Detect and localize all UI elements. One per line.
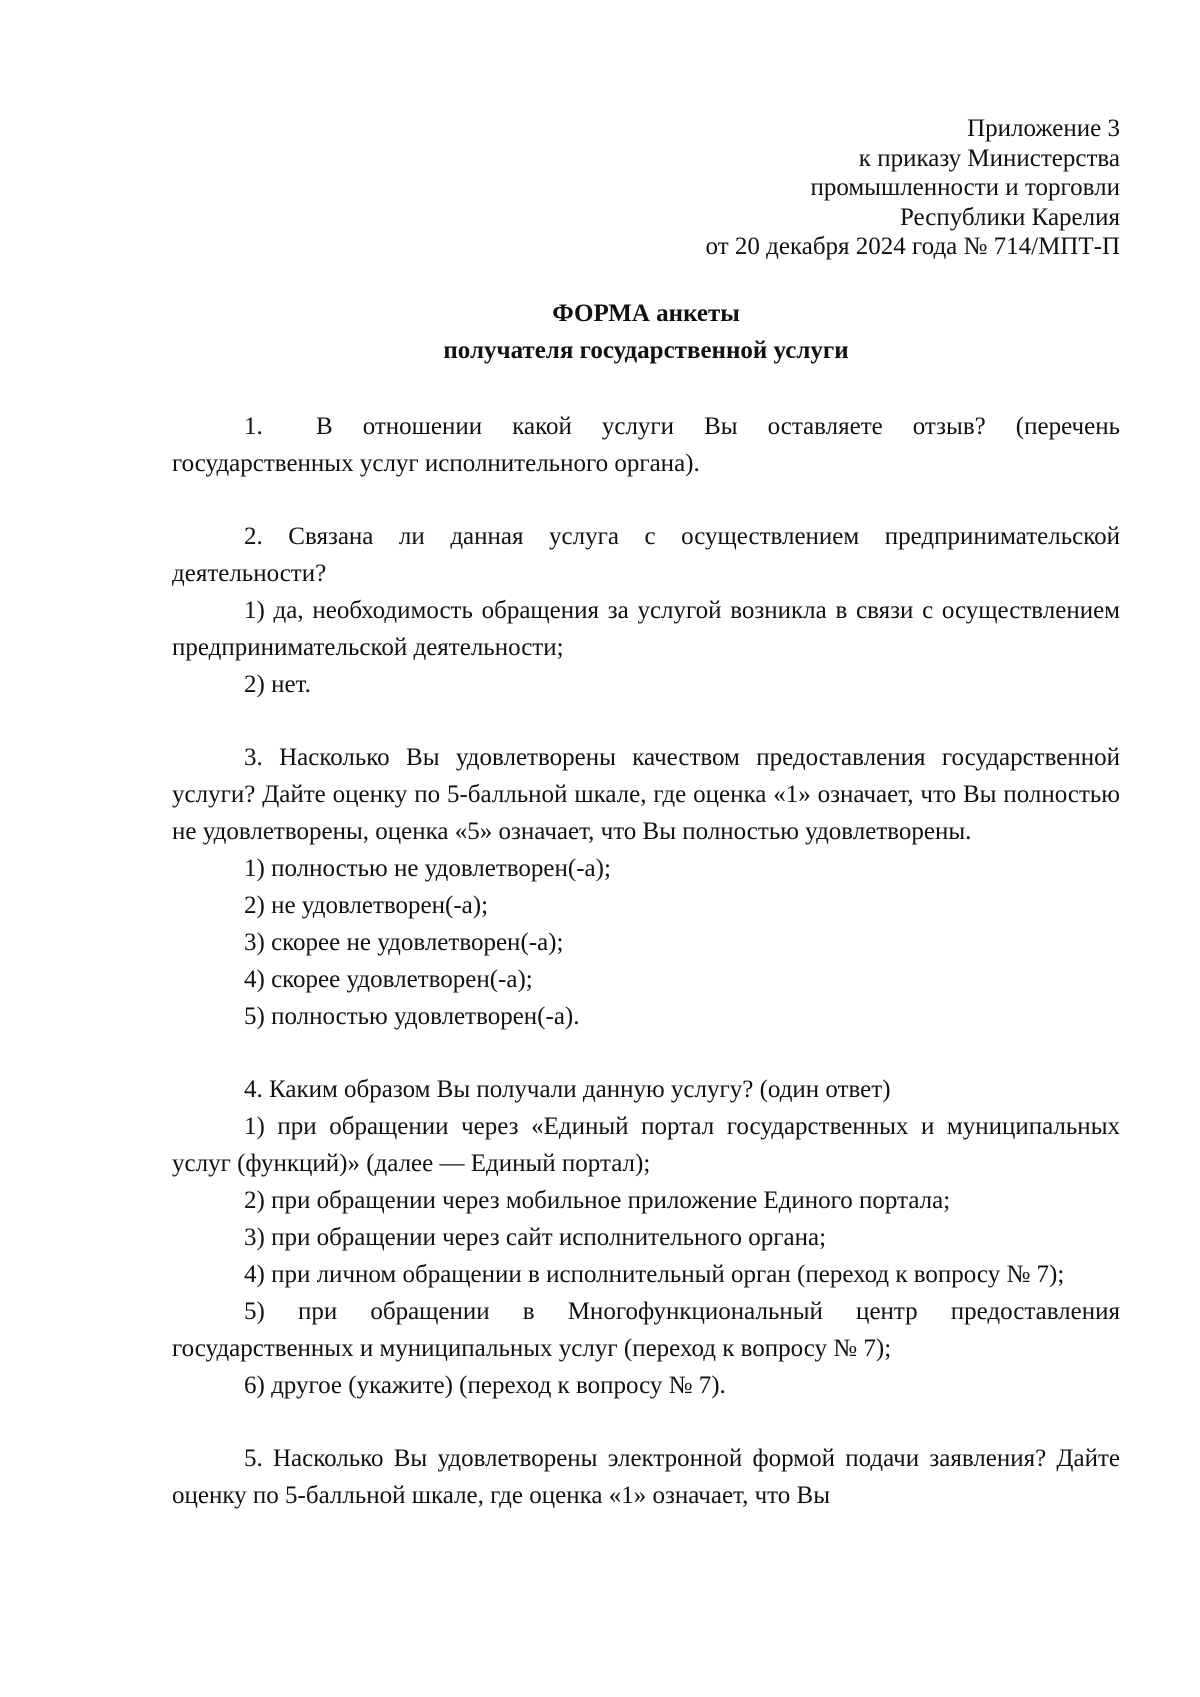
question-3-option: 3) скорее не удовлетворен(-а); (244, 928, 564, 956)
question-3-option: 1) полностью не удовлетворен(-а); (244, 854, 611, 882)
question-5: 5. Насколько Вы удовлетворены электронной формой подачи заявления? Дайте оценку по 5-балльной шкале, где оценка «1» означает, что Вы (172, 1444, 1120, 1509)
appendix-line: к приказу Министерства (858, 144, 1120, 172)
appendix-line: Приложение 3 (967, 115, 1120, 142)
question-2: 2. Связана ли данная услуга с осуществлением предпринимательской деятельности? (172, 522, 1120, 587)
title-line-2: получателя государственной услуги (443, 336, 849, 364)
appendix-line: промышленности и торговли (810, 174, 1120, 201)
question-4-option: 5) при обращении в Многофункциональный центр предоставления государственных и муниципальных услуг (переход к вопросу № 7); (172, 1297, 1120, 1362)
question-2-option: 2) нет. (244, 670, 311, 698)
question-1 (172, 408, 1120, 482)
appendix-line: Республики Карелия (899, 203, 1120, 231)
question-1-number: 1. (244, 412, 263, 440)
appendix-header (172, 114, 1120, 262)
question-1-text: В отношении какой услуги Вы оставляете отзыв? (перечень государственных услуг исполнительного органа). (172, 412, 1120, 477)
question-3-option: 2) не удовлетворен(-а); (244, 891, 489, 919)
question-2-option: 1) да, необходимость обращения за услугой возникла в связи с осуществлением предпринимательской деятельности; (172, 596, 1120, 661)
question-3: 3. Насколько Вы удовлетворены качеством предоставления государственной услуги? Дайте оценку по 5-балльной шкале, где оценка «1» означает, что Вы полностью не удовлетворены, оценка «5» означает, что Вы полностью удовлетворены. (172, 743, 1120, 845)
appendix-line: от 20 декабря 2024 года № 714/МПТ-П (705, 233, 1120, 260)
question-3-option: 4) скорее удовлетворен(-а); (244, 965, 533, 993)
question-4-option: 1) при обращении через «Единый портал государственных и муниципальных услуг (функций)» (далее — Единый портал); (172, 1112, 1120, 1177)
title-line-1: ФОРМА анкеты (552, 299, 740, 327)
question-4-option: 4) при личном обращении в исполнительный орган (переход к вопросу № 7); (244, 1260, 1065, 1288)
question-4-option: 6) другое (укажите) (переход к вопросу № 7). (244, 1371, 726, 1399)
question-4-option: 2) при обращении через мобильное приложение Единого портала; (244, 1186, 951, 1214)
question-3-option: 5) полностью удовлетворен(-а). (244, 1002, 580, 1030)
question-4: 4. Каким образом Вы получали данную услугу? (один ответ) (244, 1075, 891, 1103)
document-title (172, 295, 1120, 369)
question-4-option: 3) при обращении через сайт исполнительного органа; (244, 1223, 827, 1251)
